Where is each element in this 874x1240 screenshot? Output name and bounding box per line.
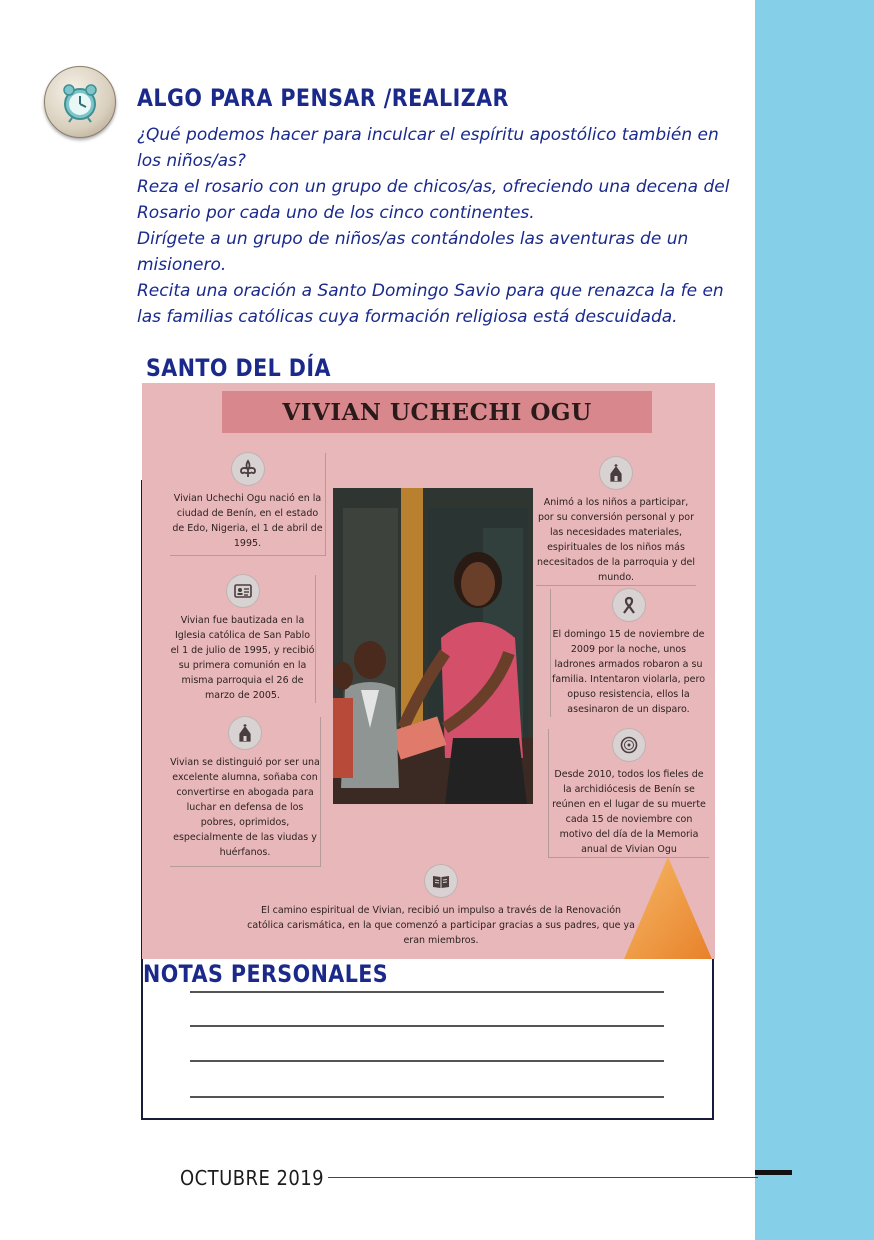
intro-line: Dirígete a un grupo de niños/as contándoles las aventuras de un misionero.	[137, 229, 689, 275]
note-line[interactable]	[190, 1060, 664, 1062]
info-card-text: Vivian fue bautizada en la Iglesia católica de San Pablo el 1 de julio de 1995, y recibió su primera comunión en la misma parroquia el 26 de marzo de 2005.	[170, 615, 315, 701]
pyramid-decoration	[622, 855, 714, 961]
info-card-memory	[548, 729, 709, 858]
clock-icon	[44, 66, 116, 138]
info-card-birth	[170, 453, 326, 556]
fleur-de-lis-icon	[232, 453, 264, 485]
ribbon-icon	[613, 589, 645, 621]
right-sidebar-strip	[755, 0, 874, 1240]
info-card-text: Vivian se distinguió por ser una excelente alumna, soñaba con convertirse en abogada para luchar en defensa de los pobres, oprimidos, especialmente de las viudas y huérfanos.	[170, 757, 320, 858]
note-line[interactable]	[190, 1025, 664, 1027]
church-icon	[600, 457, 632, 489]
info-card-renewal	[246, 865, 636, 948]
info-card-text: El camino espiritual de Vivian, recibió un impulso a través de la Renovación católica carismática, en la que comenzó a participar gracias a sus padres, que ya eran miembros.	[247, 905, 635, 946]
seal-icon	[613, 729, 645, 761]
info-card-student	[170, 717, 321, 867]
algo-para-pensar-heading: ALGO PARA PENSAR /REALIZAR	[137, 84, 509, 112]
intro-line: Reza el rosario con un grupo de chicos/as, ofreciendo una decena del Rosario por cada uno de los cinco continentes.	[137, 177, 730, 223]
intro-line: Recita una oración a Santo Domingo Savio para que renazca la fe en las familias católicas cuya formación religiosa está descuidada.	[137, 281, 724, 327]
note-line[interactable]	[190, 1096, 664, 1098]
footer-marker	[755, 1170, 792, 1175]
info-card-children	[536, 457, 696, 586]
info-card-text: El domingo 15 de noviembre de 2009 por la noche, unos ladrones armados robaron a su familia. Intentaron violarla, pero opuso resistencia, ellos la asesinaron de un disparo.	[551, 629, 706, 715]
footer-month: OCTUBRE 2019	[180, 1166, 325, 1190]
infographic-title-bar	[222, 391, 652, 433]
infographic-title: VIVIAN UCHECHI OGU	[282, 398, 592, 426]
note-line[interactable]	[190, 991, 664, 993]
algo-para-pensar-text	[137, 122, 737, 330]
intro-line: ¿Qué podemos hacer para inculcar el espíritu apostólico también en los niños/as?	[137, 125, 719, 171]
info-card-death	[550, 589, 706, 717]
church-icon	[229, 717, 261, 749]
notas-personales-heading: NOTAS PERSONALES	[143, 960, 389, 988]
santo-del-dia-heading: SANTO DEL DÍA	[146, 354, 331, 382]
info-card-text: Animó a los niños a participar, por su conversión personal y por las necesidades materiales, espirituales de los niños más necesitados de la parroquia y del mundo.	[536, 497, 696, 583]
footer-rule	[328, 1177, 758, 1178]
info-card-text: Desde 2010, todos los fieles de la archidiócesis de Benín se reúnen en el lugar de su muerte cada 15 de noviembre con motivo del día de la Memoria anual de Vivian Ogu	[552, 769, 706, 855]
vivian-photo	[333, 488, 533, 804]
id-card-icon	[227, 575, 259, 607]
info-card-text: Vivian Uchechi Ogu nació en la ciudad de Benín, en el estado de Edo, Nigeria, el 1 de abril de 1995.	[172, 493, 323, 549]
info-card-baptism	[170, 575, 316, 703]
saint-infographic	[142, 383, 715, 959]
book-icon	[425, 865, 457, 897]
